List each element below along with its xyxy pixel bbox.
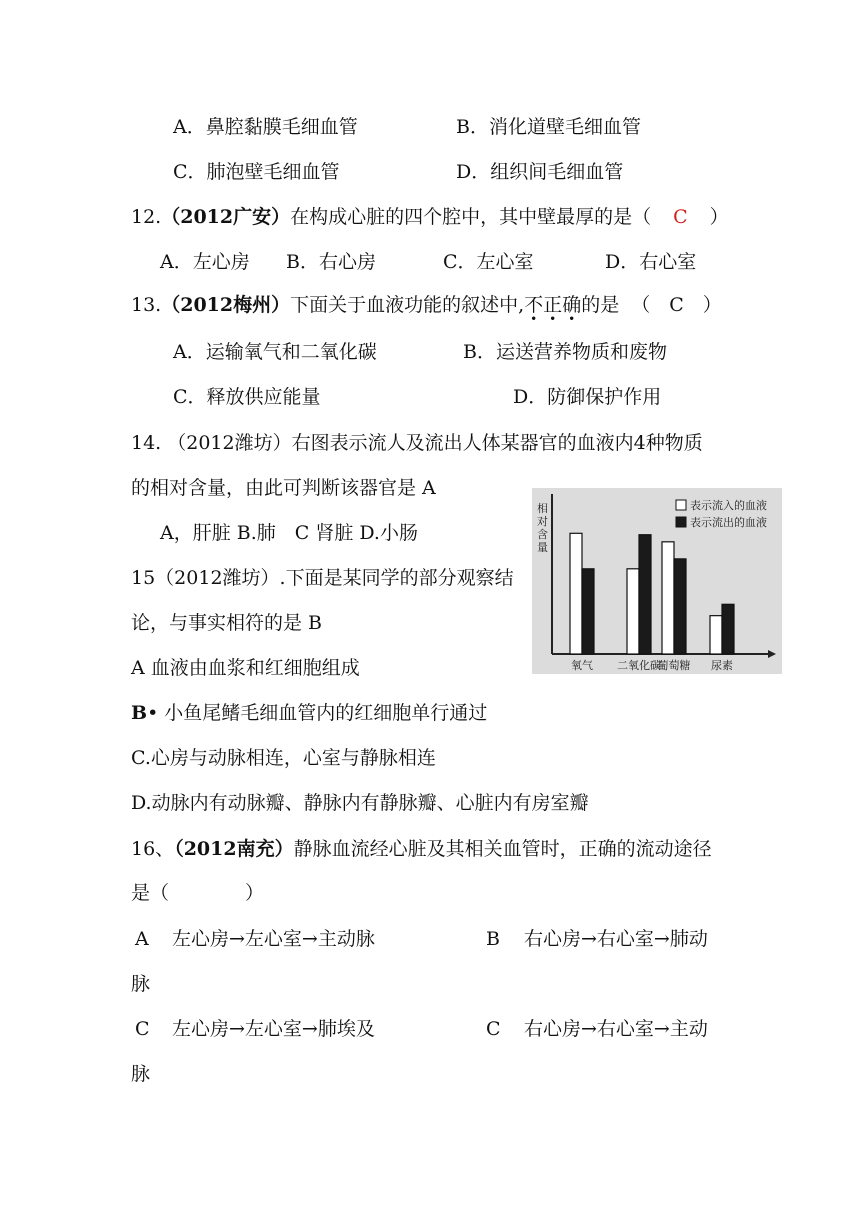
q13-option-a: A．运输氧气和二氧化碳 [173,341,377,363]
q13-emph-2: 正 [543,294,563,316]
q14-line-2: 的相对含量，由此可判断该器官是 A [131,477,436,499]
bar-outflow-3 [674,559,686,654]
q13-source: （2012梅州） [161,294,291,316]
q12-answer: C [673,206,688,228]
q16-stem: 静脉血流经心脏及其相关血管时，正确的流动途径 [293,838,712,860]
chart-svg [532,488,782,674]
q11-option-d: D．组织间毛细血管 [456,161,624,183]
q15-option-b [131,702,487,724]
q12-close: ） [709,206,729,228]
q16-stem-line-2: 是（ ） [131,882,265,904]
q15-option-b-text: • 小鱼尾鳍毛细血管内的红细胞单行通过 [147,702,488,724]
q11-option-b: B．消化道壁毛细血管 [456,116,641,138]
q16-option-3-text: 左心房→左心室→肺埃及 [172,1018,375,1040]
q13-answer: （ C ） [631,294,722,316]
q16-option-3-label: C [135,1018,150,1040]
x-tick-label: 二氧化碳 [617,659,661,672]
q13-option-b: B．运送营养物质和废物 [463,341,667,363]
q12-option-d: D．右心室 [605,251,697,273]
bar-outflow-2 [639,535,651,654]
q16-option-4-label: C [486,1018,501,1040]
q12-option-c: C．左心室 [443,251,534,273]
q16-option-2-text: 右心房→右心室→肺动 [524,928,708,950]
q14-line-1: 14. （2012潍坊）右图表示流人及流出人体某器官的血液内4种物质 [131,432,703,454]
q13-number: 13. [131,294,162,316]
x-axis-arrow [768,650,776,658]
q16-option-1-label: A [135,928,149,950]
q16-stem-line [131,838,712,860]
q16-source: （2012南充） [174,838,294,860]
bar-outflow-4 [722,604,734,654]
q12-number: 12. [131,206,162,228]
q13-stem-post: 的是 [581,294,620,316]
bar-inflow-1 [570,533,582,654]
legend-label-inflow: 表示流入的血液 [690,499,767,512]
q12-option-b: B．右心房 [286,251,376,273]
q16-number: 16、 [131,838,175,860]
q15-option-c: C.心房与动脉相连，心室与静脉相连 [131,747,436,769]
q15-option-d: D.动脉内有动脉瓣、静脉内有静脉瓣、心脏内有房室瓣 [131,792,589,814]
bar-inflow-3 [662,542,674,654]
q13-stem-pre: 下面关于血液功能的叙述中, [290,294,525,316]
q11-option-a: A．鼻腔黏膜毛细血管 [173,116,358,138]
legend-swatch-inflow [676,500,686,510]
q16-option-2-label: B [486,928,500,950]
legend-label-outflow: 表示流出的血液 [690,516,767,529]
q13-option-c: C．释放供应能量 [173,386,321,408]
q15-option-a: A 血液由血浆和红细胞组成 [131,657,360,679]
bar-inflow-4 [710,616,722,654]
q16-option-4-wrap: 脉 [131,1063,151,1085]
q15-line-2: 论，与事实相符的是 B [131,612,323,634]
q11-option-c: C．肺泡壁毛细血管 [173,161,340,183]
q14-options: A，肝脏 B.肺 C 肾脏 D.小肠 [160,522,418,544]
q16-option-2-wrap: 脉 [131,973,151,995]
legend-swatch-outflow [676,517,686,527]
q15-option-b-label: B [131,702,148,724]
q13-emph-3: 确 [562,294,582,316]
blood-substances-chart [532,488,782,674]
q12-source: （2012广安） [161,206,291,228]
x-tick-label: 尿素 [711,659,733,672]
q16-option-4-text: 右心房→右心室→主动 [524,1018,708,1040]
x-tick-label: 葡萄糖 [657,659,691,672]
y-axis-label: 相对含量 [537,502,548,554]
bar-inflow-2 [627,569,639,654]
q16-option-1-text: 左心房→左心室→主动脉 [172,928,375,950]
q15-line-1: 15（2012潍坊）.下面是某同学的部分观察结 [131,567,514,589]
q13-emph-1: 不 [524,294,544,316]
q12-option-a: A．左心房 [160,251,250,273]
q13-stem-line [131,294,722,316]
q12-stem: 在构成心脏的四个腔中，其中壁最厚的是（ [290,206,652,228]
q12-stem-line [131,206,729,228]
x-tick-label: 氧气 [571,659,593,672]
bar-outflow-1 [582,569,594,654]
q13-option-d: D．防御保护作用 [513,386,662,408]
